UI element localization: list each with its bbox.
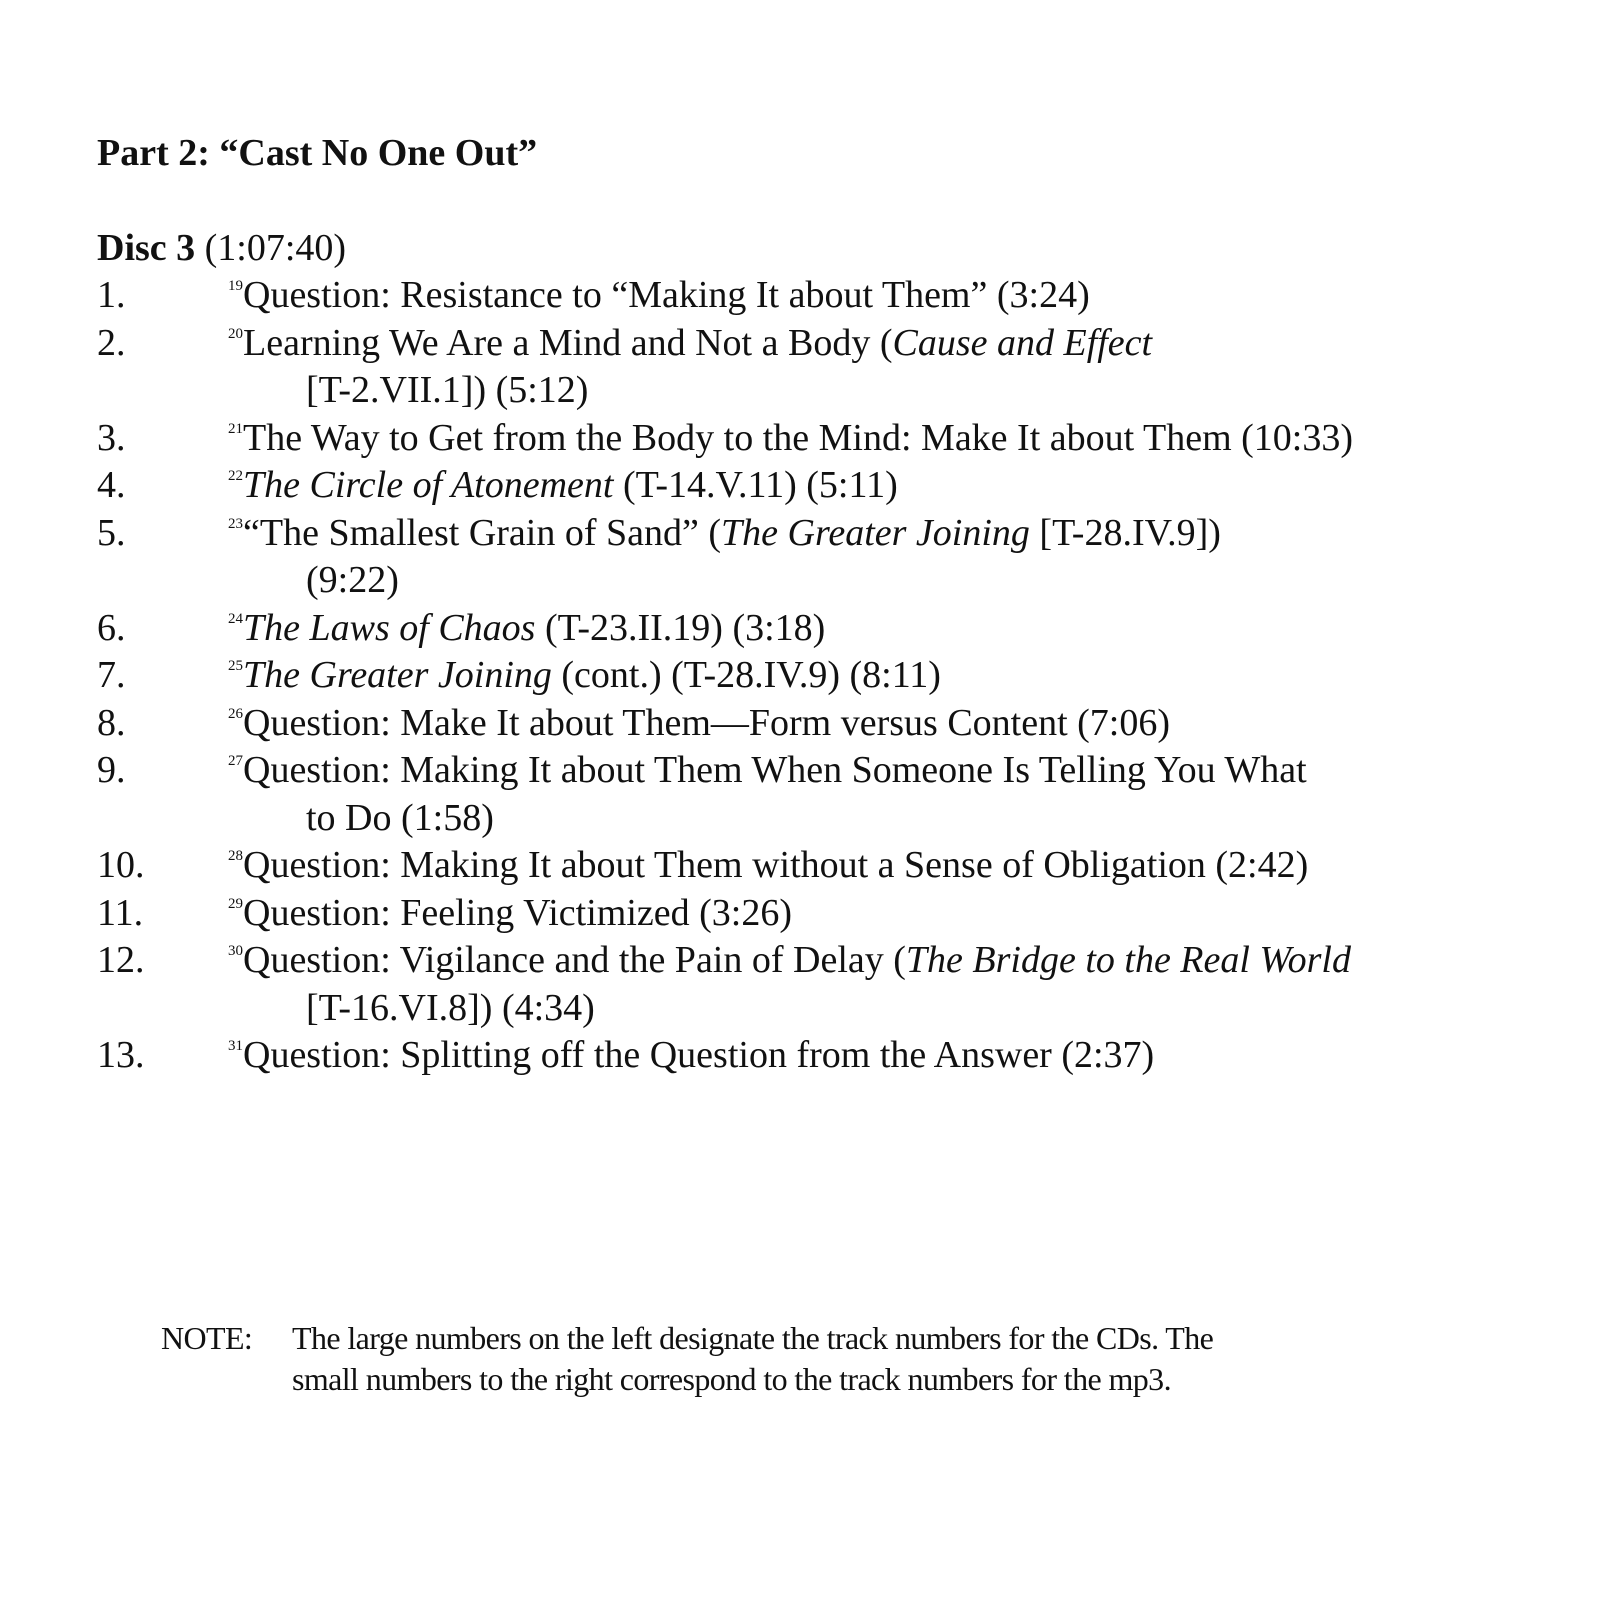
mp3-track-number: 26 (228, 705, 243, 722)
track-number: 12. (97, 939, 145, 981)
mp3-track-number: 19 (228, 278, 243, 294)
track-title (228, 415, 1567, 463)
disc-duration: (1:07:40) (204, 227, 347, 269)
track-title (228, 605, 1567, 653)
track-title-line (228, 795, 1567, 843)
track-number: 6. (97, 606, 126, 649)
note-label: NOTE: (161, 1320, 253, 1356)
track-number: 1. (97, 274, 126, 316)
title-text: Question: Splitting off the Question from the Answer (2:37) (243, 1034, 1155, 1076)
mp3-track-number: 28 (228, 848, 243, 864)
track-title-line (228, 1032, 1567, 1080)
track-number: 8. (97, 701, 126, 744)
track-item (97, 700, 1567, 748)
track-number: 11. (97, 891, 144, 934)
track-title-line (228, 652, 1567, 700)
track-title (228, 890, 1567, 938)
title-text: The Way to Get from the Body to the Mind: Make It about Them (10:33) (243, 416, 1353, 459)
track-number: 10. (97, 844, 145, 886)
track-item (97, 1032, 1567, 1080)
track-title (228, 510, 1567, 605)
track-item (97, 890, 1567, 938)
track-title-line (228, 320, 1567, 368)
disc-label: Disc 3 (97, 227, 196, 269)
note-line: small numbers to the right correspond to the track numbers for the mp3. (292, 1361, 1171, 1397)
track-number: 9. (97, 749, 126, 791)
track-number: 7. (97, 654, 126, 696)
title-text: [T-16.VI.8]) (4:34) (306, 986, 595, 1029)
track-item (97, 462, 1567, 510)
title-text: “The Smallest Grain of Sand” ( (243, 511, 722, 554)
track-title (228, 462, 1567, 510)
track-title (228, 842, 1567, 890)
mp3-track-number: 31 (228, 1038, 243, 1054)
track-item (97, 842, 1567, 890)
track-title-line (228, 272, 1567, 320)
title-text: to Do (1:58) (306, 796, 494, 839)
mp3-track-number: 25 (228, 658, 243, 674)
mp3-track-number: 23 (228, 515, 243, 532)
mp3-track-number: 27 (228, 753, 243, 769)
title-text: [T-28.IV.9]) (1029, 511, 1221, 554)
track-title-line (228, 415, 1567, 463)
title-text: Learning We Are a Mind and Not a Body ( (243, 321, 893, 364)
track-item (97, 415, 1567, 463)
track-title (228, 937, 1567, 1032)
track-number: 5. (97, 511, 126, 554)
track-item (97, 652, 1567, 700)
track-list (97, 272, 1567, 1080)
work-title: Cause and Effect (892, 321, 1153, 364)
track-title-line (228, 747, 1567, 795)
mp3-track-number: 30 (228, 943, 243, 959)
track-title-line (228, 510, 1567, 558)
note-line: The large numbers on the left designate the track numbers for the CDs. The (292, 1320, 1214, 1356)
title-text: (T-14.V.11) (5:11) (613, 464, 898, 506)
track-number: 3. (97, 416, 126, 459)
title-text: (9:22) (306, 559, 399, 601)
mp3-track-number: 21 (228, 420, 243, 437)
mp3-track-number: 20 (228, 325, 243, 342)
title-text: Question: Making It about Them When Someone Is Telling You What (243, 749, 1307, 791)
track-title (228, 700, 1567, 748)
work-title: The Greater Joining (721, 511, 1030, 554)
track-title-line (228, 890, 1567, 938)
track-title (228, 320, 1567, 415)
title-text: Question: Resistance to “Making It about Them” (3:24) (243, 274, 1090, 316)
part-title: Part 2: “Cast No One Out” (97, 132, 538, 174)
track-title-line (228, 700, 1567, 748)
work-title: The Bridge to the Real World (905, 939, 1351, 981)
work-title: The Circle of Atonement (243, 464, 614, 506)
track-item (97, 747, 1567, 842)
disc-heading (97, 224, 346, 272)
track-title (228, 272, 1567, 320)
track-title (228, 652, 1567, 700)
title-text: Question: Vigilance and the Pain of Delay ( (243, 939, 906, 981)
mp3-track-number: 22 (228, 468, 243, 484)
track-number: 4. (97, 464, 126, 506)
title-text: (cont.) (T-28.IV.9) (8:11) (551, 654, 941, 696)
title-text: Question: Feeling Victimized (3:26) (243, 891, 792, 934)
track-title (228, 747, 1567, 842)
track-item (97, 510, 1567, 605)
mp3-track-number: 29 (228, 895, 243, 912)
track-number: 13. (97, 1034, 145, 1076)
note-text (292, 1318, 1213, 1400)
track-title-line (228, 937, 1567, 985)
note (161, 1318, 1213, 1400)
track-number: 2. (97, 321, 126, 364)
title-text: (T-23.II.19) (3:18) (535, 606, 826, 649)
track-title-line (228, 985, 1567, 1033)
track-item (97, 937, 1567, 1032)
track-title (228, 1032, 1567, 1080)
work-title: The Greater Joining (243, 654, 552, 696)
track-title-line (228, 842, 1567, 890)
title-text: [T-2.VII.1]) (5:12) (306, 369, 589, 411)
track-item (97, 320, 1567, 415)
track-title-line (228, 557, 1567, 605)
track-item (97, 605, 1567, 653)
work-title: The Laws of Chaos (243, 606, 536, 649)
track-title-line (228, 462, 1567, 510)
mp3-track-number: 24 (228, 610, 243, 627)
title-text: Question: Making It about Them without a Sense of Obligation (2:42) (243, 844, 1309, 886)
track-title-line (228, 605, 1567, 653)
track-item (97, 272, 1567, 320)
track-title-line (228, 367, 1567, 415)
title-text: Question: Make It about Them—Form versus Content (7:06) (243, 701, 1171, 744)
